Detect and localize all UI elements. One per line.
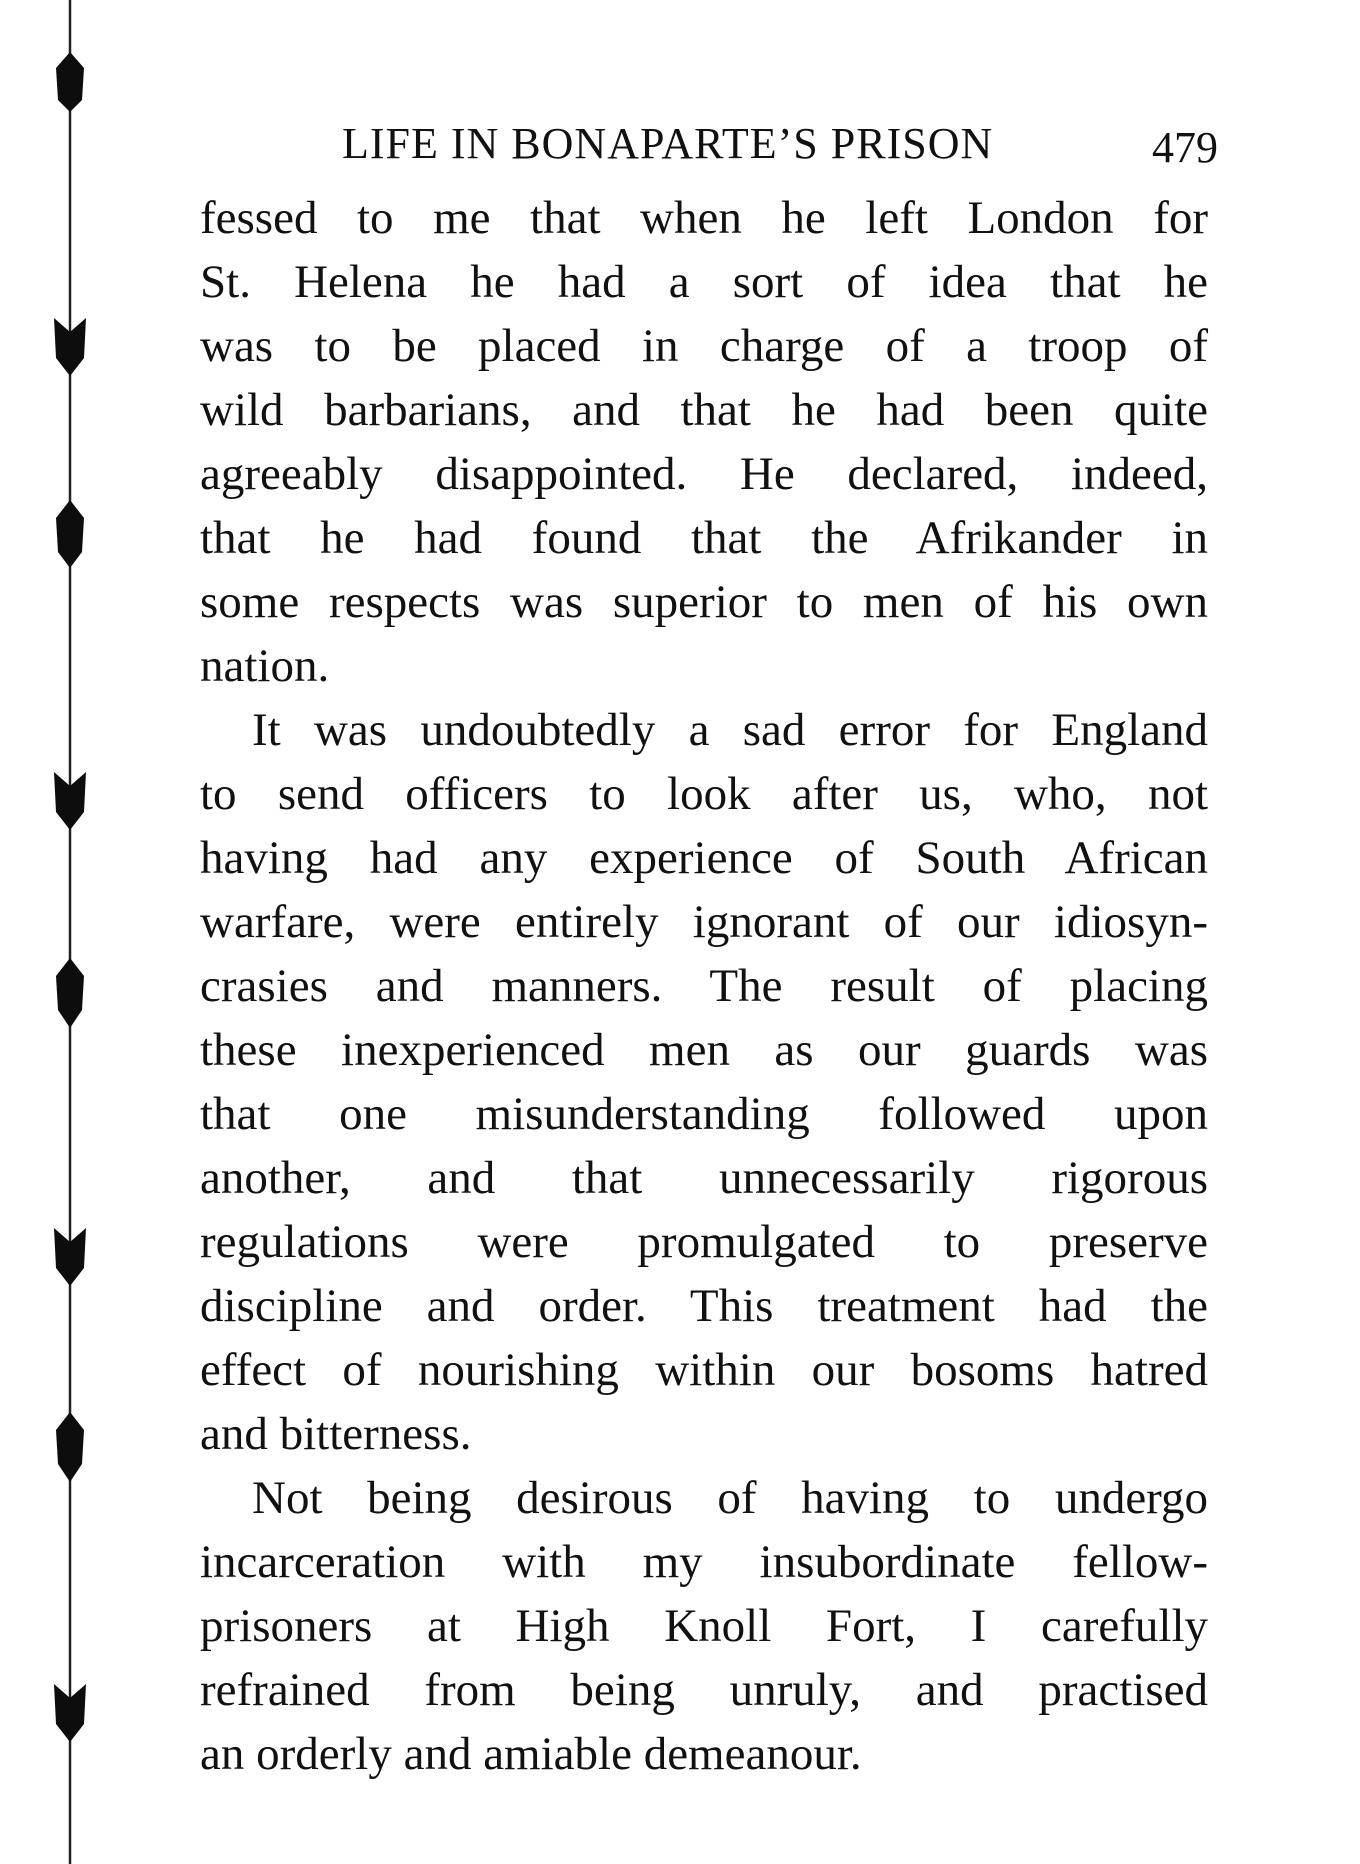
text-line: another, and that unnecessarily rigorous [200,1152,1208,1204]
stitch-ornament-icon [56,500,84,568]
stitch-ornament-icon [56,958,84,1028]
text-line: incarceration with my insubordinate fellow- [200,1536,1208,1588]
paragraph-england-error [200,698,1208,1466]
text-line: was to be placed in charge of a troop of [200,320,1208,372]
text-line: that he had found that the Afrikander in [200,512,1208,564]
text-line: these inexperienced men as our guards was [200,1024,1208,1076]
text-line: Not being desirous of having to undergo [252,1472,1208,1524]
text-line: wild barbarians, and that he had been quite [200,384,1208,436]
text-line: nation. [200,640,330,692]
running-header [342,118,1222,178]
paragraph-continued [200,186,1208,698]
running-title: LIFE IN BONAPARTE’S PRISON [342,119,994,168]
stitch-ornament-icon [56,52,84,112]
text-line: warfare, were entirely ignorant of our idiosyn- [200,896,1208,948]
text-line: an orderly and amiable demeanour. [200,1728,862,1780]
text-line: effect of nourishing within our bosoms hatred [200,1344,1208,1396]
text-line: crasies and manners. The result of placing [200,960,1208,1012]
binding-ornament [40,0,100,1864]
text-line: agreeably disappointed. He declared, indeed, [200,448,1208,500]
text-line: St. Helena he had a sort of idea that he [200,256,1208,308]
text-line: some respects was superior to men of his own [200,576,1208,628]
text-line: that one misunderstanding followed upon [200,1088,1208,1140]
text-line: to send officers to look after us, who, not [200,768,1208,820]
stitch-ornament-icon [56,1412,84,1482]
body-text [200,186,1208,1786]
text-line: discipline and order. This treatment had the [200,1280,1208,1332]
text-line: prisoners at High Knoll Fort, I carefully [200,1600,1208,1652]
text-line: fessed to me that when he left London for [200,192,1208,244]
text-line: having had any experience of South African [200,832,1208,884]
text-line: and bitterness. [200,1408,472,1460]
text-line: refrained from being unruly, and practised [200,1664,1208,1716]
paragraph-high-knoll [200,1466,1208,1786]
text-line: regulations were promulgated to preserve [200,1216,1208,1268]
text-line: It was undoubtedly a sad error for England [252,704,1208,756]
page-number: 479 [1152,123,1218,172]
